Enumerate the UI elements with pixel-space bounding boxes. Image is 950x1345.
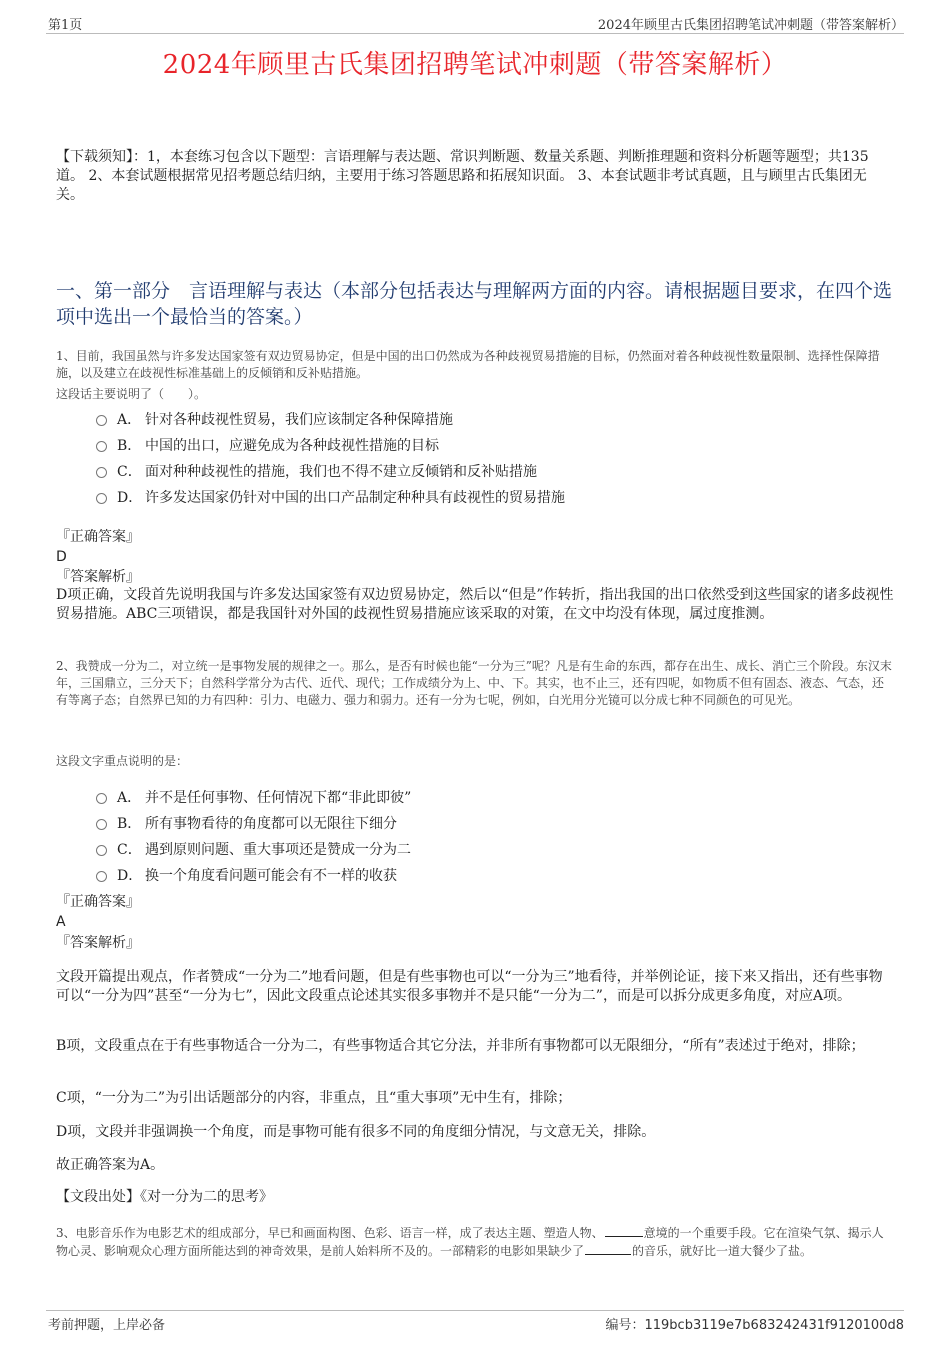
option-d[interactable]	[96, 484, 876, 510]
option-letter: B．	[117, 438, 142, 454]
question-2-answer-label: 『正确答案』	[56, 894, 140, 910]
option-c[interactable]	[96, 836, 876, 862]
question-1-answer-label: 『正确答案』	[56, 529, 140, 545]
document-title: 2024年顾里古氏集团招聘笔试冲刺题（带答案解析）	[162, 50, 788, 80]
radio-icon[interactable]	[96, 793, 107, 804]
question-1-prompt: 这段话主要说明了（ ）。	[56, 387, 207, 401]
radio-icon[interactable]	[96, 845, 107, 856]
question-2-options	[96, 784, 876, 888]
option-text: 针对各种歧视性贸易，我们应该制定各种保障措施	[145, 412, 453, 428]
question-1-text: 1、目前，我国虽然与许多发达国家签有双边贸易协定，但是中国的出口仍然成为各种歧视贸易措施的目标，仍然面对着各种歧视性数量限制、选择性保障措施，以及建立在歧视性标准基础上的反倾销和反补贴措施。	[56, 349, 880, 380]
option-letter: C．	[117, 842, 142, 858]
question-3-text-part: 意境的一个重要手段。它在渲染气氛、揭示人物心灵、影响观众心理方面所能达到的神奇效果，是前人始料所不及的。一部精彩的电影如果缺少了	[56, 1226, 884, 1258]
fill-blank[interactable]	[585, 1242, 631, 1255]
option-d[interactable]	[96, 862, 876, 888]
footer-code	[605, 1314, 904, 1333]
question-2-prompt: 这段文字重点说明的是：	[56, 754, 189, 768]
footer-code-label: 编号：	[605, 1318, 645, 1333]
question-2-analysis-label: 『答案解析』	[56, 935, 140, 951]
radio-icon[interactable]	[96, 441, 107, 452]
radio-icon[interactable]	[96, 493, 107, 504]
option-letter: B．	[117, 816, 142, 832]
question-1-analysis: D项正确，文段首先说明我国与许多发达国家签有双边贸易协定，然后以“但是”作转折，指出我国的出口依然受到这些国家的诸多歧视性贸易措施。ABC三项错误，都是我国针对外国的歧视性贸易措施应该采取的对策，在文中均没有体现，属过度推测。	[56, 587, 894, 622]
question-3-text	[56, 1224, 894, 1260]
question-3-text-part: 3、电影音乐作为电影艺术的组成部分，早已和画面构图、色彩、语言一样，成了表达主题、塑造人物、	[56, 1226, 604, 1240]
option-b[interactable]	[96, 810, 876, 836]
radio-icon[interactable]	[96, 467, 107, 478]
option-letter: D．	[117, 490, 143, 506]
question-2-text: 2、我赞成一分为二，对立统一是事物发展的规律之一。那么，是否有时候也能“一分为三”呢？凡是有生命的东西，都存在出生、成长、消亡三个阶段。东汉末年，三国鼎立，三分天下；自然科学常分为古代、近代、现代；工作成绩分为上、中、下。其实，也不止三，还有四呢，如物质不但有固态、液态、气态，还有等离子态；自然界已知的力有四种：引力、电磁力、强力和弱力。还有一分为七呢，例如，白光用分光镜可以分成七种不同颜色的可见光。	[56, 659, 892, 707]
option-b[interactable]	[96, 432, 876, 458]
option-letter: C．	[117, 464, 142, 480]
option-text: 换一个角度看问题可能会有不一样的收获	[145, 868, 397, 884]
option-text: 许多发达国家仍针对中国的出口产品制定种种具有歧视性的贸易措施	[145, 490, 565, 506]
question-2-source: 【文段出处】《对一分为二的思考》	[56, 1189, 273, 1205]
radio-icon[interactable]	[96, 415, 107, 426]
footer-divider	[46, 1310, 904, 1311]
question-2-analysis-paragraph: C项，“一分为二”为引出话题部分的内容，非重点，且“重大事项”无中生有，排除；	[56, 1090, 572, 1106]
question-2-analysis-paragraph: B项，文段重点在于有些事物适合一分为二，有些事物适合其它分法，并非所有事物都可以无限细分，“所有”表述过于绝对，排除；	[56, 1038, 865, 1054]
question-2-analysis-paragraph: 故正确答案为A。	[56, 1157, 165, 1173]
header-divider	[46, 33, 904, 34]
question-1-analysis-label: 『答案解析』	[56, 569, 140, 585]
option-text: 面对种种歧视性的措施，我们也不得不建立反倾销和反补贴措施	[145, 464, 537, 480]
question-1-options	[96, 406, 876, 510]
header-doc-title: 2024年顾里古氏集团招聘笔试冲刺题（带答案解析）	[597, 18, 904, 33]
radio-icon[interactable]	[96, 819, 107, 830]
page-number: 第1页	[48, 18, 83, 33]
option-letter: A．	[117, 790, 142, 806]
question-2-analysis-paragraph: 文段开篇提出观点，作者赞成“一分为二”地看问题，但是有些事物也可以“一分为三”地看待，并举例论证，接下来又指出，还有些事物可以“一分为四”甚至“一分为七”，因此文段重点论述其实很多事物并不是只能“一分为二”，而是可以拆分成更多角度，对应A项。	[56, 969, 883, 1004]
section-title: 一、第一部分 言语理解与表达（本部分包括表达与理解两方面的内容。请根据题目要求，在四个选项中选出一个最恰当的答案。）	[56, 280, 893, 328]
footer-code-value: 119bcb3119e7b683242431f9120100d8	[644, 1318, 904, 1333]
option-text: 并不是任何事物、任何情况下都“非此即彼”	[145, 790, 412, 806]
question-1-answer: D	[56, 549, 67, 565]
option-letter: D．	[117, 868, 143, 884]
option-text: 所有事物看待的角度都可以无限往下细分	[145, 816, 397, 832]
option-a[interactable]	[96, 784, 876, 810]
option-letter: A．	[117, 412, 142, 428]
question-2-analysis-paragraph: D项，文段并非强调换一个角度，而是事物可能有很多不同的角度细分情况，与文意无关，排除。	[56, 1124, 656, 1140]
footer-slogan: 考前押题，上岸必备	[48, 1318, 166, 1333]
option-text: 遇到原则问题、重大事项还是赞成一分为二	[145, 842, 411, 858]
radio-icon[interactable]	[96, 871, 107, 882]
question-3-text-part: 的音乐，就好比一道大餐少了盐。	[632, 1244, 813, 1258]
question-2-answer: A	[56, 914, 66, 930]
option-c[interactable]	[96, 458, 876, 484]
download-notice: 【下载须知】：1，本套练习包含以下题型：言语理解与表达题、常识判断题、数量关系题、判断推理题和资料分析题等题型；共135道。 2、本套试题根据常见招考题总结归纳，主要用于练习答题思路和拓展知识面。 3、本套试题非考试真题，且与顾里古氏集团无关。	[56, 149, 869, 203]
option-a[interactable]	[96, 406, 876, 432]
fill-blank[interactable]	[605, 1224, 643, 1237]
option-text: 中国的出口，应避免成为各种歧视性措施的目标	[145, 438, 439, 454]
